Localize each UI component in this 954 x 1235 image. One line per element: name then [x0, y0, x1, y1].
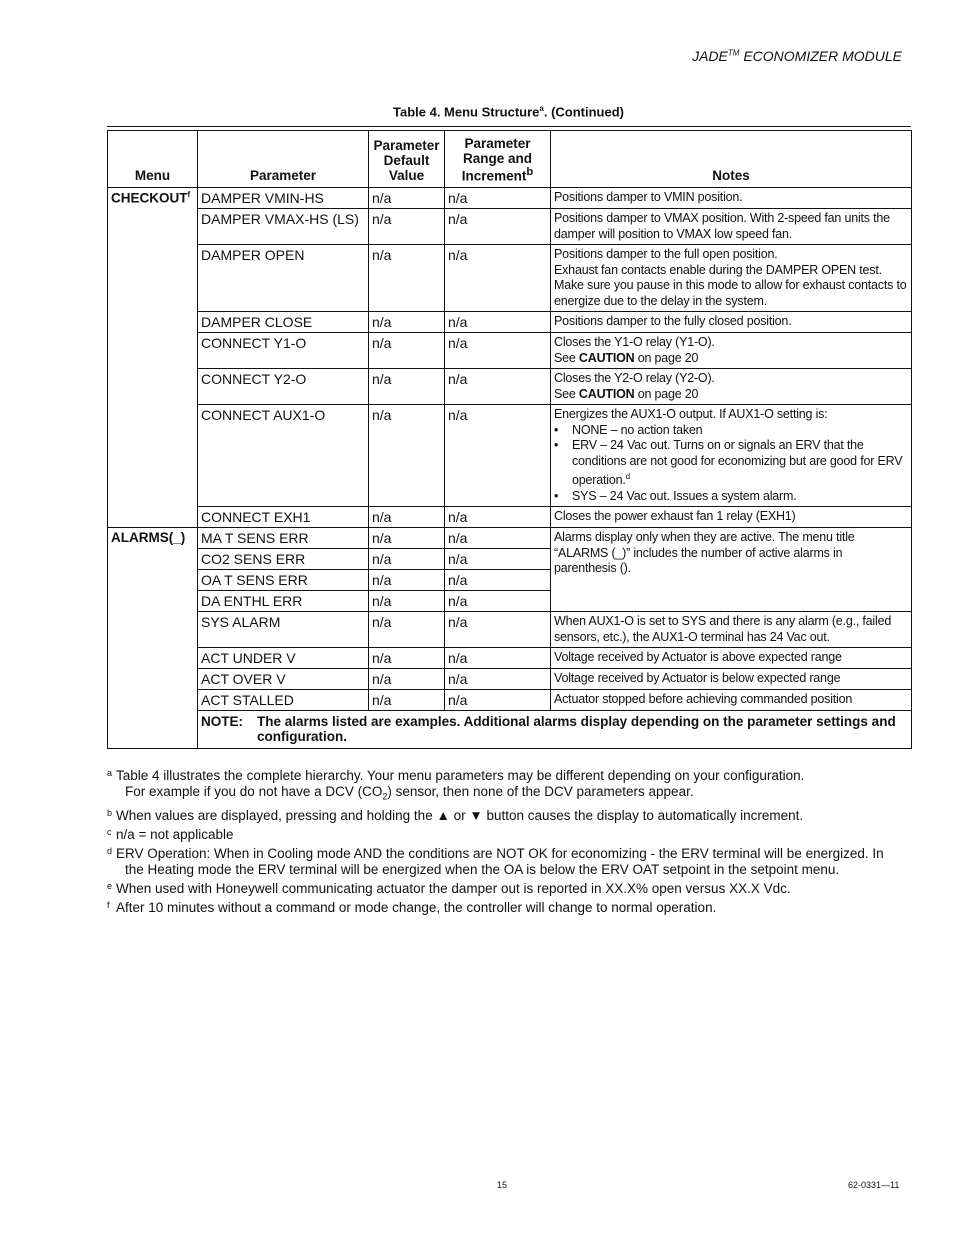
- default-cell: n/a: [369, 648, 445, 669]
- notes-line: Exhaust fan contacts enable during the DAMPER OPEN test. Make sure you pause in this mode to allow for exhaust contacts to energize due to the delay in the system.: [554, 262, 907, 308]
- default-cell: n/a: [369, 245, 445, 312]
- page-number: 15: [497, 1180, 508, 1190]
- notes-cell: Positions damper to VMIN position.: [551, 188, 912, 209]
- notes-cell-shared: Alarms display only when they are active. The menu title “ALARMS (_)” includes the number of active alarms in parenthesis ().: [551, 528, 912, 612]
- table-row: [108, 369, 912, 405]
- footnote-mark: d: [107, 845, 113, 856]
- table-title-text: Table 4. Menu Structure: [392, 104, 540, 120]
- default-cell: n/a: [369, 612, 445, 648]
- footnote-line-part: button causes the display to automatically increment.: [482, 807, 804, 823]
- page-header: [692, 48, 902, 64]
- list-item: • NONE – no action taken: [570, 423, 908, 439]
- notes-cell: Actuator stopped before achieving commanded position: [551, 690, 912, 711]
- notes-page-ref: on page 20: [634, 350, 699, 365]
- subscript: 2: [382, 791, 388, 802]
- col-range: [445, 131, 551, 188]
- footnote-d: [107, 846, 917, 878]
- table-row: [108, 312, 912, 333]
- footnote-line-part: For example if you do not have a DCV (CO: [125, 784, 383, 799]
- footnote-text: [116, 808, 917, 824]
- footnote-mark: f: [107, 899, 110, 910]
- alarms-note: [198, 711, 912, 749]
- footnotes: [107, 768, 917, 919]
- notes-line: Energizes the AUX1-O output. If AUX1-O setting is:: [554, 407, 828, 421]
- default-cell: n/a: [369, 549, 445, 570]
- table-title: [0, 104, 954, 119]
- range-cell: n/a: [445, 312, 551, 333]
- footnote-line-part: or: [449, 807, 470, 823]
- col-range-line3: Increment: [461, 168, 527, 183]
- notes-page-ref: on page 20: [634, 386, 699, 401]
- notes-cell: Positions damper to VMAX position. With 2-speed fan units the damper will position to VMAX low speed fan.: [551, 209, 912, 245]
- caution-ref: CAUTION: [578, 386, 635, 401]
- col-default-line2: Default: [383, 153, 430, 168]
- col-range-footnote-mark: b: [526, 165, 534, 178]
- document-number: 62-0331—11: [848, 1180, 900, 1190]
- table-row: [108, 669, 912, 690]
- default-cell: n/a: [369, 669, 445, 690]
- notes-cell: [551, 245, 912, 312]
- param-cell: CONNECT AUX1-O: [198, 405, 369, 507]
- range-cell: n/a: [445, 528, 551, 549]
- default-cell: n/a: [369, 690, 445, 711]
- param-cell: DAMPER VMIN-HS: [198, 188, 369, 209]
- table-row: [108, 528, 912, 549]
- param-cell: DAMPER OPEN: [198, 245, 369, 312]
- menu-structure-table: [107, 130, 912, 749]
- notes-cell: [551, 369, 912, 405]
- footnote-mark: e: [107, 880, 113, 891]
- product-name: JADE: [692, 48, 728, 64]
- footnote-line-part: When values are displayed, pressing and holding the: [116, 807, 437, 823]
- default-cell: n/a: [369, 570, 445, 591]
- range-cell: n/a: [445, 507, 551, 528]
- notes-line: Positions damper to the full open position.: [554, 247, 778, 261]
- param-cell: DAMPER CLOSE: [198, 312, 369, 333]
- param-cell: CO2 SENS ERR: [198, 549, 369, 570]
- default-cell: n/a: [369, 528, 445, 549]
- menu-checkout-footnote-mark: f: [187, 190, 191, 199]
- list-item: [570, 438, 908, 489]
- footnote-line: the Heating mode the ERV terminal will be energized when the OA is below the ERV OAT setpoint in the setpoint menu.: [125, 861, 840, 877]
- col-default: [369, 131, 445, 188]
- col-range-line1: Parameter: [464, 135, 531, 151]
- caution-ref: CAUTION: [578, 350, 635, 365]
- range-cell: n/a: [445, 209, 551, 245]
- range-cell: n/a: [445, 549, 551, 570]
- range-cell: n/a: [445, 669, 551, 690]
- col-parameter: Parameter: [198, 131, 369, 188]
- col-default-line3: Value: [388, 168, 425, 183]
- header-title: ECONOMIZER MODULE: [743, 48, 902, 64]
- range-cell: n/a: [445, 690, 551, 711]
- default-cell: n/a: [369, 188, 445, 209]
- footnote-a: [107, 768, 917, 805]
- default-cell: n/a: [369, 507, 445, 528]
- table-header-row: [108, 131, 912, 188]
- notes-cell: Positions damper to the fully closed position.: [551, 312, 912, 333]
- table-row: [108, 612, 912, 648]
- range-cell: n/a: [445, 648, 551, 669]
- param-cell: ACT OVER V: [198, 669, 369, 690]
- param-cell: DA ENTHL ERR: [198, 591, 369, 612]
- table-title-suffix: . (Continued): [543, 104, 624, 120]
- footnote-text: After 10 minutes without a command or mode change, the controller will change to normal operation.: [116, 899, 717, 915]
- default-cell: n/a: [369, 591, 445, 612]
- default-cell: n/a: [369, 405, 445, 507]
- range-cell: n/a: [445, 591, 551, 612]
- range-cell: n/a: [445, 405, 551, 507]
- default-cell: n/a: [369, 369, 445, 405]
- footnote-mark: d: [625, 472, 630, 481]
- footnote-text: [116, 846, 917, 878]
- footnote-b: [107, 808, 917, 824]
- param-cell: CONNECT EXH1: [198, 507, 369, 528]
- notes-see: See: [554, 386, 579, 401]
- table-row: [108, 188, 912, 209]
- notes-cell: [551, 333, 912, 369]
- col-notes: Notes: [551, 131, 912, 188]
- table-row: [108, 690, 912, 711]
- notes-line: Closes the Y1-O relay (Y1-O).: [554, 335, 715, 349]
- bullet-text: ERV – 24 Vac out. Turns on or signals an ERV that the conditions are not good for economizing but are good for ERV operation.: [572, 438, 903, 488]
- up-arrow-icon: ▲: [436, 807, 450, 823]
- param-cell: ACT UNDER V: [198, 648, 369, 669]
- table-row: [108, 245, 912, 312]
- note-label: NOTE:: [201, 714, 243, 730]
- default-cell: n/a: [369, 209, 445, 245]
- notes-cell: Voltage received by Actuator is above expected range: [551, 648, 912, 669]
- menu-cell-alarms: ALARMS(_): [108, 528, 198, 749]
- footnote-line-part: ) sensor, then none of the DCV parameters appear.: [387, 784, 694, 799]
- trademark-mark: TM: [727, 48, 740, 58]
- param-cell: SYS ALARM: [198, 612, 369, 648]
- default-cell: n/a: [369, 333, 445, 369]
- notes-see: See: [554, 350, 579, 365]
- footnote-f: [107, 900, 917, 916]
- default-cell: n/a: [369, 312, 445, 333]
- footnote-text: [116, 768, 917, 805]
- range-cell: n/a: [445, 245, 551, 312]
- col-menu: Menu: [108, 131, 198, 188]
- menu-structure-table-wrap: [107, 126, 911, 749]
- table-row: [108, 209, 912, 245]
- col-range-line2: Range and: [462, 150, 532, 166]
- menu-checkout-label: CHECKOUT: [111, 190, 188, 206]
- range-cell: n/a: [445, 570, 551, 591]
- notes-line: Closes the Y2-O relay (Y2-O).: [554, 371, 715, 385]
- list-item: • SYS – 24 Vac out. Issues a system alarm.: [570, 489, 908, 505]
- range-cell: n/a: [445, 612, 551, 648]
- range-cell: n/a: [445, 188, 551, 209]
- footnote-mark: a: [107, 768, 113, 778]
- notes-cell: Closes the power exhaust fan 1 relay (EXH1): [551, 507, 912, 528]
- menu-cell-checkout: [108, 188, 198, 528]
- note-text: The alarms listed are examples. Additional alarms display depending on the parameter settings and configuration.: [257, 714, 896, 745]
- footnote-line: [116, 784, 917, 805]
- footnote-line: Table 4 illustrates the complete hierarchy. Your menu parameters may be different depending on your configuration.: [116, 768, 805, 783]
- footnote-text: n/a = not applicable: [116, 826, 234, 842]
- footnote-e: [107, 881, 917, 897]
- footnote-mark: c: [107, 826, 112, 837]
- col-default-line1: Parameter: [373, 138, 440, 153]
- range-cell: n/a: [445, 369, 551, 405]
- param-cell: CONNECT Y2-O: [198, 369, 369, 405]
- table-title-footnote-mark: a: [539, 104, 544, 113]
- footnote-text: When used with Honeywell communicating actuator the damper out is reported in XX.X% open versus XX.X Vdc.: [116, 880, 791, 896]
- footnote-line: ERV Operation: When in Cooling mode AND the conditions are NOT OK for economizing - the ERV terminal will be energized. In: [116, 845, 884, 861]
- table-note-row: [108, 711, 912, 749]
- param-cell: OA T SENS ERR: [198, 570, 369, 591]
- notes-cell: Voltage received by Actuator is below expected range: [551, 669, 912, 690]
- notes-cell: [551, 405, 912, 507]
- param-cell: ACT STALLED: [198, 690, 369, 711]
- footnote-c: [107, 827, 917, 843]
- table-row: [108, 405, 912, 507]
- aux-options-list: [554, 423, 908, 505]
- down-arrow-icon: ▼: [469, 807, 483, 823]
- param-cell: MA T SENS ERR: [198, 528, 369, 549]
- table-row: [108, 507, 912, 528]
- table-row: [108, 648, 912, 669]
- range-cell: n/a: [445, 333, 551, 369]
- param-cell: DAMPER VMAX-HS (LS): [198, 209, 369, 245]
- footnote-mark: b: [107, 807, 113, 818]
- param-cell: CONNECT Y1-O: [198, 333, 369, 369]
- table-row: [108, 333, 912, 369]
- notes-cell: When AUX1-O is set to SYS and there is any alarm (e.g., failed sensors, etc.), the AUX1-O terminal has 24 Vac out.: [551, 612, 912, 648]
